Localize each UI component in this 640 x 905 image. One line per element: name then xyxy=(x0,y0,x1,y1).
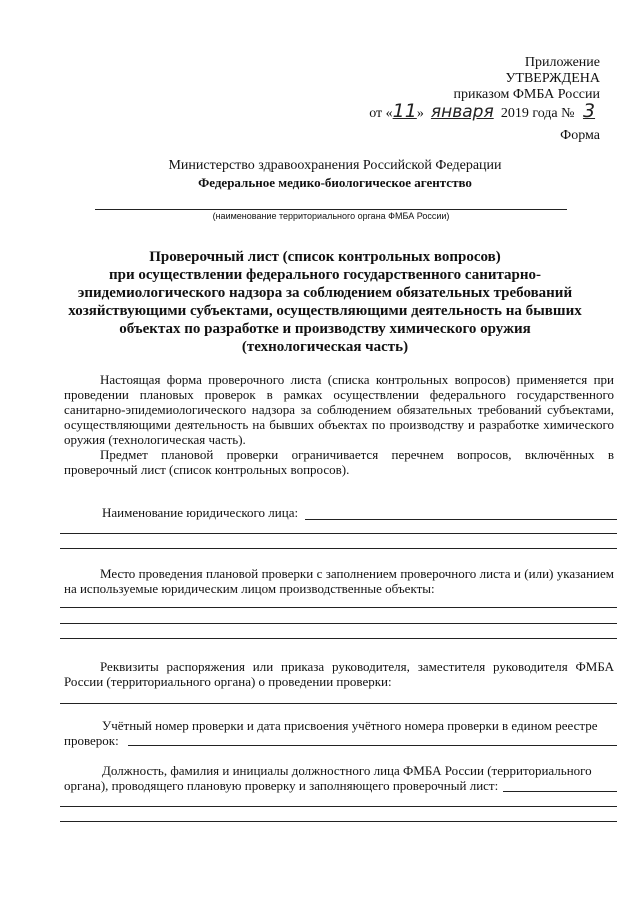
official-input-line-1[interactable] xyxy=(503,791,617,792)
ministry-name: Министерство здравоохранения Российской Федерации xyxy=(168,158,502,173)
title-line-4: хозяйствующими субъектами, осуществляющими деятельность на бывших xyxy=(68,303,582,319)
official-input-line-2[interactable] xyxy=(60,806,617,807)
year-number-text: 2019 года № xyxy=(500,106,575,121)
org-name-caption: (наименование территориального органа ФМБА России) xyxy=(212,211,450,221)
location-input-line-3[interactable] xyxy=(60,638,617,639)
handwritten-day: 11 xyxy=(392,100,417,122)
title-line-5: объектах по разработке и производству химического оружия xyxy=(119,321,531,337)
official-label-line-1: Должность, фамилия и инициалы должностного лица ФМБА России (территориального xyxy=(102,763,592,778)
location-input-line-1[interactable] xyxy=(60,607,617,608)
official-input-line-3[interactable] xyxy=(60,821,617,822)
handwritten-order-number: 3 xyxy=(582,100,596,122)
document-title xyxy=(40,248,610,356)
order-details-label: Реквизиты распоряжения или приказа руководителя, заместителя руководителя ФМБА России (территориального органа) о проведении проверки: xyxy=(64,659,614,689)
registration-label-line-2: проверок: xyxy=(64,733,119,748)
approval-date-line xyxy=(340,100,600,122)
legal-entity-input-line-2[interactable] xyxy=(60,533,617,534)
handwritten-month: января xyxy=(430,102,494,122)
legal-entity-label: Наименование юридического лица: xyxy=(102,505,299,520)
registration-label-line-1: Учётный номер проверки и дата присвоения учётного номера проверки в едином реестре xyxy=(102,718,598,733)
approval-line-approved: УТВЕРЖДЕНА xyxy=(505,71,600,86)
date-prefix: от « xyxy=(369,106,393,121)
title-line-2: при осуществлении федерального государственного санитарно- xyxy=(108,267,542,283)
approval-line-appendix: Приложение xyxy=(524,55,600,70)
location-label: Место проведения плановой проверки с заполнением проверочного листа и (или) указанием на используемые юридическим лицом производственные объекты: xyxy=(64,566,614,596)
form-label: Форма xyxy=(560,128,600,143)
official-label-line-2: органа), проводящего плановую проверку и заполняющего проверочный лист: xyxy=(64,778,499,793)
title-line-1: Проверочный лист (список контрольных вопросов) xyxy=(149,249,501,265)
org-name-line xyxy=(95,209,567,210)
title-line-3: эпидемиологического надзора за соблюдением обязательных требований xyxy=(77,285,573,301)
registration-input-line[interactable] xyxy=(128,745,617,746)
title-line-6: (технологическая часть) xyxy=(241,339,409,355)
date-mid: » xyxy=(416,106,424,121)
legal-entity-input-line[interactable] xyxy=(305,519,617,520)
approval-line-order: приказом ФМБА России xyxy=(453,87,600,102)
intro-paragraph-1: Настоящая форма проверочного листа (списка контрольных вопросов) применяется при проведении плановых проверок в рамках осуществлении федерального государственного санитарно-эпидемиологического надзора за соблюдением обязательных требований субъектами, осуществляющими деятельность на бывших объектах по производству и разработке химического оружия (технологическая часть). xyxy=(64,372,614,447)
order-details-input-line[interactable] xyxy=(60,703,617,704)
agency-name: Федеральное медико-биологическое агентство xyxy=(198,175,472,190)
intro-paragraph-2: Предмет плановой проверки ограничивается перечнем вопросов, включённых в проверочный лист (список контрольных вопросов). xyxy=(64,447,614,477)
legal-entity-input-line-3[interactable] xyxy=(60,548,617,549)
approval-block xyxy=(340,55,600,122)
location-input-line-2[interactable] xyxy=(60,623,617,624)
